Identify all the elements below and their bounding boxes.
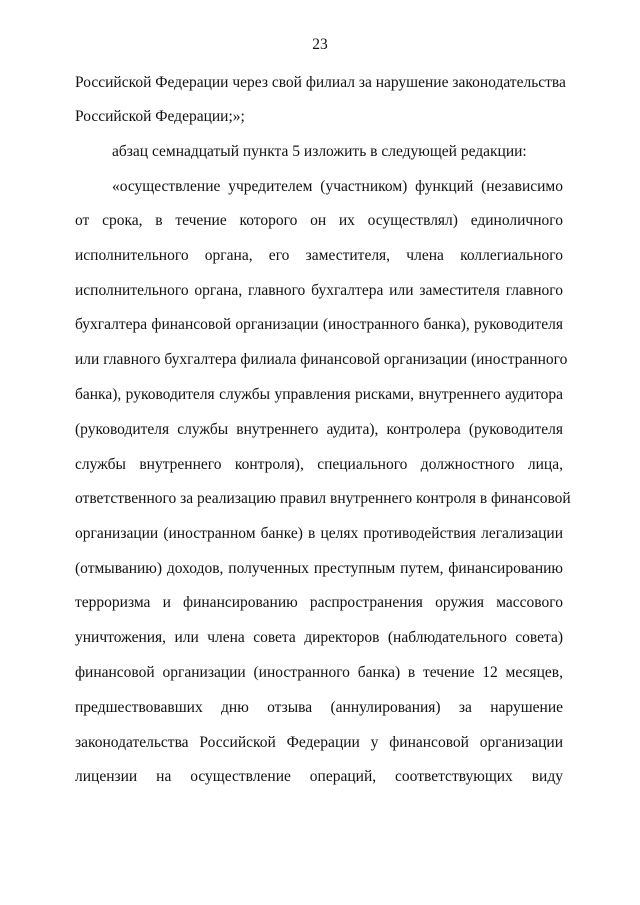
text-line-2: Российской Федерации;»; [75, 108, 245, 125]
text-line-10: банка), руководителя службы управления рисками, внутреннего аудитора [75, 386, 563, 403]
text-line-11: (руководителя службы внутреннего аудита), контролера (руководителя [75, 421, 563, 438]
text-line-21: лицензии на осуществление операций, соответствующих виду [75, 768, 563, 785]
page-number: 23 [312, 36, 328, 53]
text-line-4: «осуществление учредителем (участником) функций (независимо [112, 178, 563, 195]
text-line-1: Российской Федерации через свой филиал за нарушение законодательства [75, 74, 566, 91]
text-line-18: финансовой организации (иностранного банка) в течение 12 месяцев, [75, 664, 563, 681]
text-line-15: (отмыванию) доходов, полученных преступным путем, финансированию [75, 560, 563, 577]
text-line-8: бухгалтера финансовой организации (иностранного банка), руководителя [75, 316, 563, 333]
text-line-6: исполнительного органа, его заместителя, члена коллегиального [75, 247, 563, 264]
text-line-13: ответственного за реализацию правил внутреннего контроля в финансовой [75, 490, 571, 507]
text-line-12: службы внутреннего контроля), специального должностного лица, [75, 456, 563, 473]
text-line-9: или главного бухгалтера филиала финансовой организации (иностранного [75, 351, 568, 368]
text-line-17: уничтожения, или члена совета директоров (наблюдательного совета) [75, 629, 563, 646]
text-line-20: законодательства Российской Федерации у финансовой организации [75, 734, 563, 751]
text-line-14: организации (иностранном банке) в целях противодействия легализации [75, 525, 563, 542]
text-line-7: исполнительного органа, главного бухгалтера или заместителя главного [75, 282, 563, 299]
text-line-19: предшествовавших дню отзыва (аннулирования) за нарушение [75, 699, 563, 716]
text-line-3: абзац семнадцатый пункта 5 изложить в следующей редакции: [112, 143, 527, 160]
text-line-5: от срока, в течение которого он их осуществлял) единоличного [75, 212, 563, 229]
text-line-16: терроризма и финансированию распространения оружия массового [75, 594, 563, 611]
